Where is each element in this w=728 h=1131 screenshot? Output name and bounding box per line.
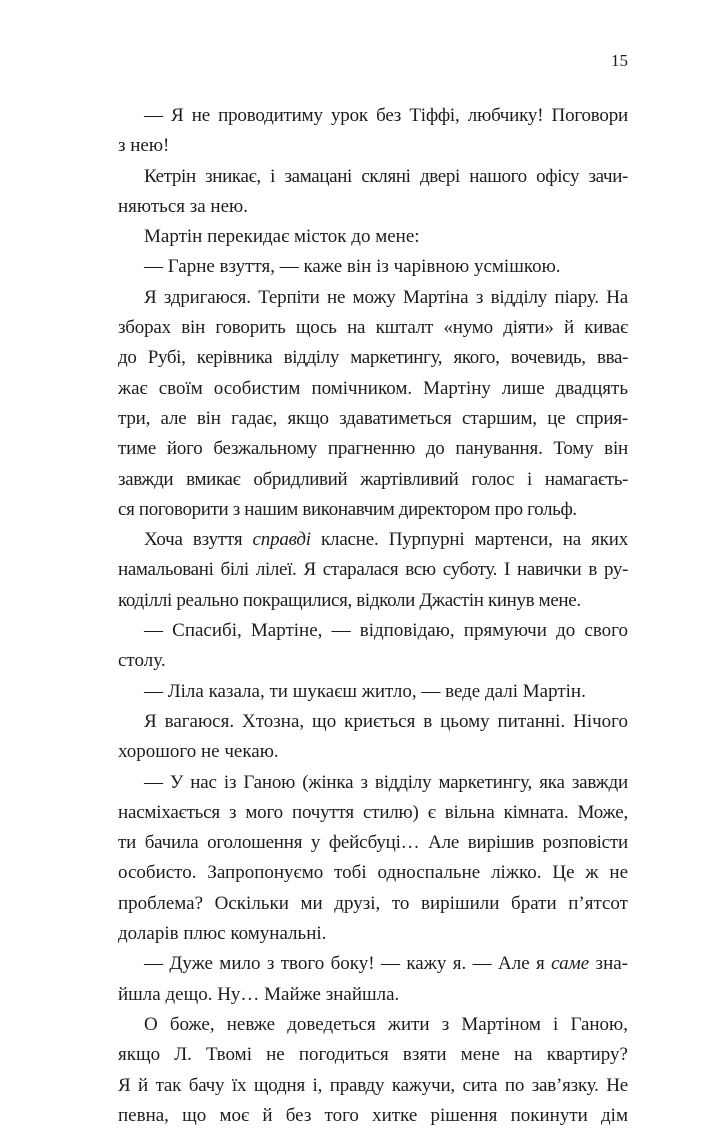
text-line: — Ліла казала, ти шукаєш житло, — веде далі Мартін. [144, 680, 586, 702]
text-line: — Гарне взуття, — каже він із чарівною усмішкою. [144, 256, 561, 278]
text-line: Мартін перекидає місток до мене: [144, 226, 420, 248]
text-line: хорошого не чекаю. [118, 741, 279, 763]
text-line: з нею! [118, 135, 170, 157]
text-line: певна, що моє й без того хитке рішення покинути дім [118, 1104, 628, 1126]
text-line: кодiллі реально покращилися, відколи Джастін кинув мене. [118, 589, 581, 611]
page-number: 15 [611, 51, 628, 70]
text-line: Хоча взуття справді класне. Пурпурні мартенси, на яких [144, 529, 628, 551]
body-text [118, 101, 628, 1131]
text-line: столу. [118, 650, 166, 672]
text-line: намальовані білі лілеї. Я старалася всю суботу. І навички в ру- [118, 559, 628, 581]
text-line: до Рубі, керівника відділу маркетингу, якого, вочевидь, вва- [118, 347, 628, 369]
text-line: няються за нею. [118, 195, 248, 217]
text-line: — Я не проводитиму урок без Тіффі, любчику! Поговори [144, 105, 628, 126]
text-line: Я й так бачу їх щодня і, правду кажучи, сита по зав’язку. Не [118, 1074, 628, 1096]
text-line: завжди вмикає обридливий жартівливий голос і намагаєть- [118, 468, 628, 490]
emphasis: саме [551, 953, 590, 975]
text-line: зборах він говорить щось на кшталт «нумо діяти» й киває [118, 317, 628, 339]
text-line: йшла дещо. Ну… Майже знайшла. [118, 983, 400, 1005]
text-line: насміхається з мого почуття стилю) є вільна кімната. Може, [118, 801, 628, 823]
text-line: — У нас із Ганою (жінка з відділу маркетингу, яка завжди [144, 771, 628, 793]
text-line: жає своїм особистим помічником. Мартіну лише двадцять [118, 377, 628, 399]
text-line: Кетрін зникає, і замацані скляні двері нашого офісу зачи- [144, 165, 628, 187]
text-line: — Спасибі, Мартіне, — відповідаю, прямуючи до свого [144, 620, 628, 642]
text-line: Я здригаюся. Терпіти не можу Мартіна з відділу піару. На [144, 286, 628, 308]
text-line: ти бачила оголошення у фейсбуці… Але вирішив розповісти [118, 832, 628, 854]
text-line: Я вагаюся. Хтозна, що криється в цьому питанні. Нічого [144, 710, 628, 732]
text-line: якщо Л. Твомі не погодиться взяти мене на квартиру? [118, 1044, 628, 1066]
text-line: — Дуже мило з твого боку! — кажу я. — Але я саме зна- [144, 953, 628, 975]
text-line: особисто. Запропонуємо тобі односпальне ліжко. Це ж не [118, 862, 628, 884]
emphasis: справді [252, 529, 311, 551]
text-line: ся поговорити з нашим виконавчим директором про гольф. [118, 498, 577, 520]
text-line: тиме його безжальному прагненню до панування. Тому він [118, 438, 628, 460]
text-line: доларів плюс комунальні. [118, 923, 327, 945]
text-line: три, але він гадає, якщо здаватиметься старшим, це сприя- [118, 407, 628, 429]
text-line: О боже, невже доведеться жити з Мартіном і Ганою, [144, 1013, 628, 1035]
text-line: проблема? Оскільки ми друзі, то вирішили брати п’ятсот [118, 892, 628, 914]
